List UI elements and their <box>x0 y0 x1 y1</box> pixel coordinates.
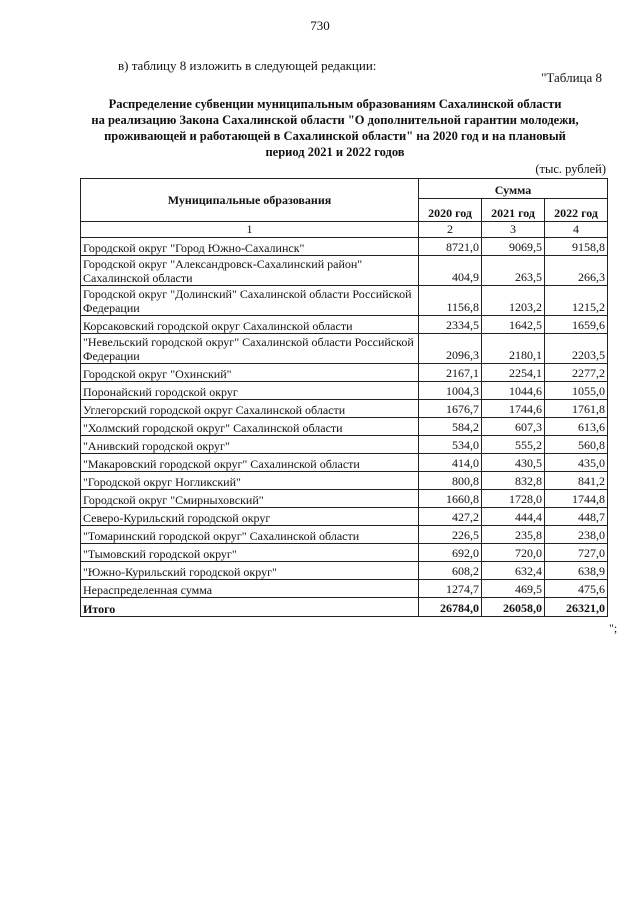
value-2022: 1761,8 <box>545 400 608 418</box>
total-label: Итого <box>81 598 419 617</box>
value-2022: 1215,2 <box>545 286 608 316</box>
value-2021: 1744,6 <box>482 400 545 418</box>
value-2020: 608,2 <box>419 562 482 580</box>
value-2021: 1728,0 <box>482 490 545 508</box>
value-2021: 9069,5 <box>482 238 545 256</box>
municipality-name: "Холмский городской округ" Сахалинской области <box>81 418 419 436</box>
header-year-2021: 2021 год <box>482 199 545 222</box>
table-row <box>81 544 608 562</box>
table-row <box>81 562 608 580</box>
column-index: 2 <box>419 222 482 238</box>
value-2020: 692,0 <box>419 544 482 562</box>
value-2020: 1004,3 <box>419 382 482 400</box>
value-2020: 1676,7 <box>419 400 482 418</box>
title-line: Распределение субвенции муниципальным образованиям Сахалинской области <box>108 97 562 111</box>
table-row <box>81 382 608 400</box>
municipality-name: Городской округ "Долинский" Сахалинской области Российской Федерации <box>81 286 419 316</box>
value-2020: 584,2 <box>419 418 482 436</box>
value-2020: 1274,7 <box>419 580 482 598</box>
table-row <box>81 508 608 526</box>
column-index: 1 <box>81 222 419 238</box>
value-2021: 720,0 <box>482 544 545 562</box>
header-year-2022: 2022 год <box>545 199 608 222</box>
table-row <box>81 418 608 436</box>
value-2022: 1744,8 <box>545 490 608 508</box>
value-2022: 9158,8 <box>545 238 608 256</box>
municipality-name: "Макаровский городской округ" Сахалинской области <box>81 454 419 472</box>
value-2020: 2096,3 <box>419 334 482 364</box>
value-2020: 226,5 <box>419 526 482 544</box>
title-line: на реализацию Закона Сахалинской области "О дополнительной гарантии молодежи, <box>91 113 579 127</box>
table-row <box>81 436 608 454</box>
value-2021: 1203,2 <box>482 286 545 316</box>
municipality-name: Городской округ "Город Южно-Сахалинск" <box>81 238 419 256</box>
table-row <box>81 580 608 598</box>
table-row <box>81 490 608 508</box>
value-2022: 475,6 <box>545 580 608 598</box>
table-row <box>81 472 608 490</box>
table-row <box>81 238 608 256</box>
total-row <box>81 598 608 617</box>
municipality-name: Городской округ "Охинский" <box>81 364 419 382</box>
table-row <box>81 454 608 472</box>
value-2022: 638,9 <box>545 562 608 580</box>
value-2022: 2203,5 <box>545 334 608 364</box>
value-2020: 427,2 <box>419 508 482 526</box>
closing-quote: "; <box>609 621 618 635</box>
value-2022: 266,3 <box>545 256 608 286</box>
value-2020: 8721,0 <box>419 238 482 256</box>
value-2022: 727,0 <box>545 544 608 562</box>
municipality-name: Нераспределенная сумма <box>81 580 419 598</box>
header-municipalities: Муниципальные образования <box>81 179 419 222</box>
value-2022: 448,7 <box>545 508 608 526</box>
value-2020: 404,9 <box>419 256 482 286</box>
municipality-name: "Городской округ Ногликский" <box>81 472 419 490</box>
value-2021: 832,8 <box>482 472 545 490</box>
title-line: проживающей и работающей в Сахалинской области" на 2020 год и на плановый <box>104 129 566 143</box>
table-row <box>81 334 608 364</box>
intro-text: в) таблицу 8 изложить в следующей редакции: <box>118 58 377 73</box>
value-2020: 414,0 <box>419 454 482 472</box>
value-2021: 469,5 <box>482 580 545 598</box>
value-2021: 444,4 <box>482 508 545 526</box>
title-line: период 2021 и 2022 годов <box>265 145 405 159</box>
table-row <box>81 256 608 286</box>
value-2022: 1659,6 <box>545 316 608 334</box>
value-2021: 607,3 <box>482 418 545 436</box>
value-2021: 2254,1 <box>482 364 545 382</box>
value-2020: 2167,1 <box>419 364 482 382</box>
table-body <box>81 238 608 598</box>
table-row <box>81 526 608 544</box>
value-2022: 841,2 <box>545 472 608 490</box>
municipality-name: Северо-Курильский городской округ <box>81 508 419 526</box>
municipality-name: Городской округ "Смирныховский" <box>81 490 419 508</box>
total-2022: 26321,0 <box>545 598 608 617</box>
municipality-name: "Южно-Курильский городской округ" <box>81 562 419 580</box>
column-index: 3 <box>482 222 545 238</box>
value-2022: 435,0 <box>545 454 608 472</box>
municipality-name: Городской округ "Александровск-Сахалинский район" Сахалинской области <box>81 256 419 286</box>
value-2020: 2334,5 <box>419 316 482 334</box>
value-2020: 800,8 <box>419 472 482 490</box>
units-label: (тыс. рублей) <box>535 162 606 176</box>
value-2022: 238,0 <box>545 526 608 544</box>
value-2022: 613,6 <box>545 418 608 436</box>
document-title <box>80 96 590 160</box>
value-2021: 1044,6 <box>482 382 545 400</box>
page-number: 730 <box>310 18 330 33</box>
municipality-name: Углегорский городской округ Сахалинской области <box>81 400 419 418</box>
table-row <box>81 316 608 334</box>
header-year-2020: 2020 год <box>419 199 482 222</box>
value-2020: 1156,8 <box>419 286 482 316</box>
value-2021: 555,2 <box>482 436 545 454</box>
total-2020: 26784,0 <box>419 598 482 617</box>
total-2021: 26058,0 <box>482 598 545 617</box>
value-2021: 235,8 <box>482 526 545 544</box>
value-2022: 560,8 <box>545 436 608 454</box>
value-2022: 2277,2 <box>545 364 608 382</box>
municipality-name: "Невельский городской округ" Сахалинской области Российской Федерации <box>81 334 419 364</box>
municipality-name: "Тымовский городской округ" <box>81 544 419 562</box>
header-sum: Сумма <box>419 179 608 199</box>
table-label: "Таблица 8 <box>541 70 602 85</box>
column-index: 4 <box>545 222 608 238</box>
municipality-name: "Анивский городской округ" <box>81 436 419 454</box>
value-2022: 1055,0 <box>545 382 608 400</box>
table-row <box>81 286 608 316</box>
value-2021: 430,5 <box>482 454 545 472</box>
municipality-name: "Томаринский городской округ" Сахалинской области <box>81 526 419 544</box>
value-2021: 2180,1 <box>482 334 545 364</box>
value-2021: 263,5 <box>482 256 545 286</box>
value-2020: 1660,8 <box>419 490 482 508</box>
value-2020: 534,0 <box>419 436 482 454</box>
municipality-name: Поронайский городской округ <box>81 382 419 400</box>
distribution-table <box>80 178 608 617</box>
table-row <box>81 364 608 382</box>
municipality-name: Корсаковский городской округ Сахалинской области <box>81 316 419 334</box>
table-row <box>81 400 608 418</box>
value-2021: 632,4 <box>482 562 545 580</box>
value-2021: 1642,5 <box>482 316 545 334</box>
